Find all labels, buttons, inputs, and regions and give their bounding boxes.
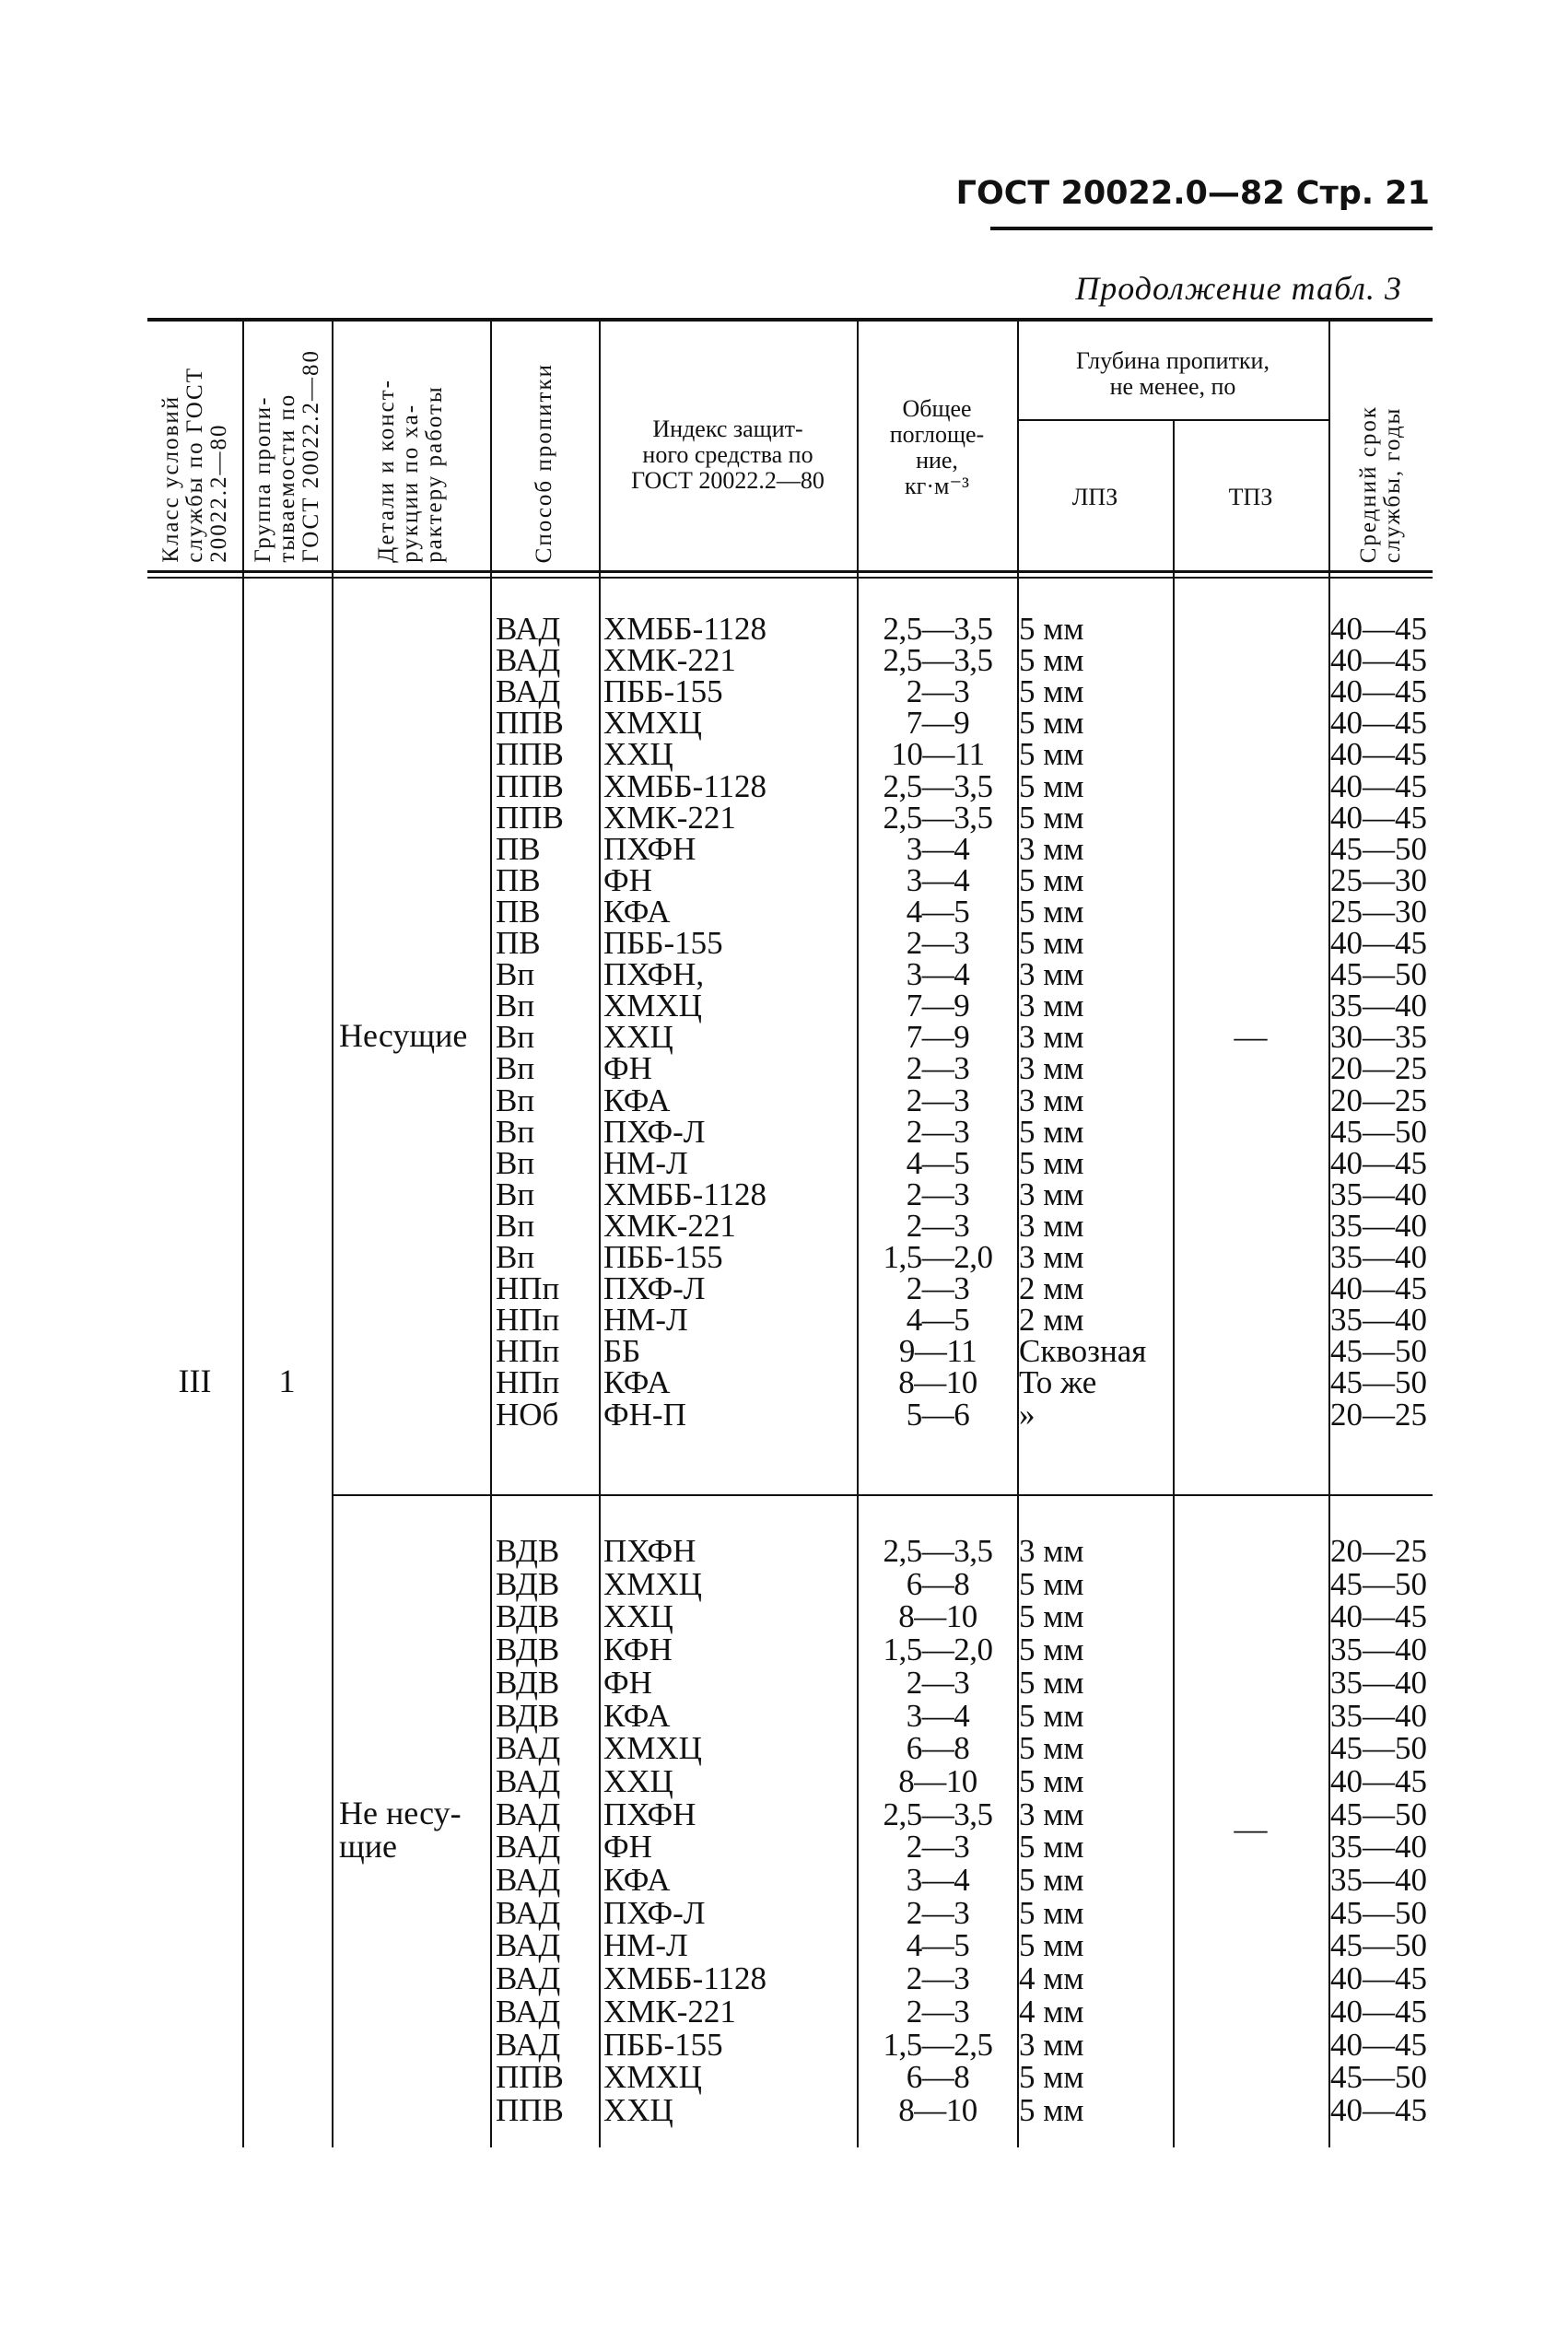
agent-index-cell: ФН bbox=[603, 861, 652, 898]
absorption-cell: 6—8 bbox=[906, 1730, 970, 1767]
service-life-cell: 35—40 bbox=[1330, 1176, 1427, 1212]
service-life-cell: 35—40 bbox=[1330, 1862, 1427, 1898]
agent-index-cell: ПХФН bbox=[603, 830, 696, 867]
depth-lpz-cell: 5 мм bbox=[1019, 1894, 1084, 1931]
service-life-cell: 40—45 bbox=[1330, 2091, 1427, 2128]
absorption-cell: 2—3 bbox=[906, 1664, 970, 1701]
service-life-cell: 45—50 bbox=[1330, 1333, 1427, 1370]
absorption-cell: 3—4 bbox=[906, 830, 970, 867]
agent-index-cell: ФН bbox=[603, 1050, 652, 1087]
absorption-cell: 8—10 bbox=[898, 1364, 977, 1401]
absorption-cell: 3—4 bbox=[906, 861, 970, 898]
group-label-line: Не несу- bbox=[339, 1795, 462, 1831]
absorption-cell: 8—10 bbox=[898, 1598, 977, 1635]
service-life-cell: 40—45 bbox=[1330, 611, 1427, 647]
absorption-cell: 7—9 bbox=[906, 1019, 970, 1056]
depth-lpz-cell: 5 мм bbox=[1019, 861, 1084, 898]
agent-index-cell: ПХФ-Л bbox=[603, 1894, 706, 1931]
service-life-cell: 35—40 bbox=[1330, 988, 1427, 1024]
method-cell: ВАД bbox=[496, 2026, 561, 2063]
absorption-cell: 5—6 bbox=[906, 1396, 970, 1433]
method-cell: ППВ bbox=[496, 705, 564, 742]
running-head: ГОСТ 20022.0—82 Стр. 21 bbox=[955, 175, 1430, 212]
depth-lpz-cell: То же bbox=[1019, 1364, 1097, 1401]
depth-lpz-cell: 4 мм bbox=[1019, 1993, 1084, 2030]
header-line: Глубина пропитки, bbox=[1076, 347, 1270, 374]
agent-index-cell: ББ bbox=[603, 1333, 641, 1370]
service-life-cell: 35—40 bbox=[1330, 1697, 1427, 1734]
method-cell: ВАД bbox=[496, 1829, 561, 1866]
depth-lpz-cell: 3 мм bbox=[1019, 1207, 1084, 1244]
header-line: Детали и конст- bbox=[374, 379, 399, 563]
absorption-cell: 7—9 bbox=[906, 705, 970, 742]
service-life-cell: 40—45 bbox=[1330, 767, 1427, 804]
service-life-cell: 40—45 bbox=[1330, 642, 1427, 679]
agent-index-cell: ПББ-155 bbox=[603, 673, 723, 710]
agent-index-cell: ПХФ-Л bbox=[603, 1113, 706, 1150]
header-bottom-rule-2 bbox=[147, 577, 1433, 579]
service-life-cell: 40—45 bbox=[1330, 736, 1427, 773]
service-life-cell: 40—45 bbox=[1330, 2026, 1427, 2063]
service-life-cell: 35—40 bbox=[1330, 1302, 1427, 1339]
agent-index-cell: ФН-П bbox=[603, 1396, 686, 1433]
depth-lpz-cell: 5 мм bbox=[1019, 705, 1084, 742]
absorption-cell: 2—3 bbox=[906, 1113, 970, 1150]
depth-lpz-cell: 5 мм bbox=[1019, 925, 1084, 961]
absorption-cell: 10—11 bbox=[891, 736, 985, 773]
absorption-cell: 1,5—2,0 bbox=[883, 1239, 993, 1275]
method-cell: ППВ bbox=[496, 2091, 564, 2128]
service-life-cell: 40—45 bbox=[1330, 705, 1427, 742]
header-line: службы, годы bbox=[1379, 406, 1405, 563]
method-cell: Вп bbox=[496, 956, 535, 993]
service-life-cell: 40—45 bbox=[1330, 1270, 1427, 1307]
service-life-cell: 45—50 bbox=[1330, 1927, 1427, 1964]
agent-index-cell: ХМББ-1128 bbox=[603, 1176, 766, 1212]
header-line: Группа пропи- bbox=[250, 395, 275, 563]
absorption-cell: 3—4 bbox=[906, 1862, 970, 1898]
absorption-cell: 2—3 bbox=[906, 1207, 970, 1244]
absorption-cell: 8—10 bbox=[898, 2091, 977, 2128]
depth-lpz-cell: » bbox=[1019, 1396, 1036, 1433]
service-life-cell: 45—50 bbox=[1330, 1796, 1427, 1832]
agent-index-cell: ХМХЦ bbox=[603, 988, 702, 1024]
depth-lpz-cell: 3 мм bbox=[1019, 956, 1084, 993]
absorption-cell: 2,5—3,5 bbox=[883, 642, 993, 679]
agent-index-cell: НМ-Л bbox=[603, 1144, 688, 1181]
absorption-cell: 4—5 bbox=[906, 1927, 970, 1964]
method-cell: ВАД bbox=[496, 673, 561, 710]
method-cell: ВАД bbox=[496, 1762, 561, 1799]
depth-lpz-cell: 5 мм bbox=[1019, 642, 1084, 679]
method-cell: ВАД bbox=[496, 611, 561, 647]
agent-index-cell: КФА bbox=[603, 1862, 671, 1898]
header-line: поглоще- bbox=[889, 421, 985, 448]
method-cell: Вп bbox=[496, 988, 535, 1024]
method-cell: ВДВ bbox=[496, 1632, 560, 1668]
group-label-line: щие bbox=[339, 1828, 397, 1865]
agent-index-cell: ХМХЦ bbox=[603, 2059, 702, 2096]
service-life-cell: 35—40 bbox=[1330, 1664, 1427, 1701]
depth-lpz-cell: 3 мм bbox=[1019, 2026, 1084, 2063]
header-line: тываемости по bbox=[274, 393, 299, 563]
group-label-load-bearing bbox=[339, 1019, 467, 1052]
service-life-cell: 40—45 bbox=[1330, 1993, 1427, 2030]
depth-lpz-cell: 3 мм bbox=[1019, 1176, 1084, 1212]
method-cell: ВАД bbox=[496, 1927, 561, 1964]
method-cell: ПВ bbox=[496, 861, 541, 898]
method-cell: НПп bbox=[496, 1302, 560, 1339]
depth-lpz-cell: 5 мм bbox=[1019, 1664, 1084, 1701]
service-life-cell: 20—25 bbox=[1330, 1082, 1427, 1118]
method-cell: ППВ bbox=[496, 2059, 564, 2096]
header-line: ние, bbox=[916, 447, 958, 474]
service-life-cell: 45—50 bbox=[1330, 2059, 1427, 2096]
agent-index-cell: ХМХЦ bbox=[603, 1730, 702, 1767]
agent-index-cell: ПХФН bbox=[603, 1796, 696, 1832]
depth-lpz-cell: 5 мм bbox=[1019, 1565, 1084, 1602]
absorption-cell: 9—11 bbox=[898, 1333, 977, 1370]
header-line: рукции по ха- bbox=[398, 404, 423, 563]
depth-lpz-cell: 3 мм bbox=[1019, 1796, 1084, 1832]
header-line: 20022.2—80 bbox=[205, 423, 231, 563]
service-life-cell: 45—50 bbox=[1330, 830, 1427, 867]
header-life bbox=[1328, 322, 1433, 572]
depth-lpz-cell: 5 мм bbox=[1019, 1730, 1084, 1767]
header-tpz: ТПЗ bbox=[1228, 484, 1273, 510]
method-cell: НПп bbox=[496, 1364, 560, 1401]
agent-index-cell: ПББ-155 bbox=[603, 925, 723, 961]
service-life-cell: 35—40 bbox=[1330, 1239, 1427, 1275]
method-cell: Вп bbox=[496, 1144, 535, 1181]
header-depth bbox=[1017, 348, 1328, 400]
header-line: Класс условий bbox=[158, 395, 183, 563]
absorption-cell: 2,5—3,5 bbox=[883, 767, 993, 804]
depth-lpz-cell: 5 мм bbox=[1019, 2059, 1084, 2096]
agent-index-cell: ХМК-221 bbox=[603, 799, 736, 836]
depth-lpz-cell: 5 мм bbox=[1019, 673, 1084, 710]
absorption-cell: 2—3 bbox=[906, 1993, 970, 2030]
absorption-cell: 1,5—2,0 bbox=[883, 1632, 993, 1668]
service-class-value: III bbox=[178, 1363, 212, 1399]
absorption-cell: 3—4 bbox=[906, 956, 970, 993]
depth-lpz-cell: Сквозная bbox=[1019, 1333, 1147, 1370]
depth-lpz-cell: 5 мм bbox=[1019, 1829, 1084, 1866]
agent-index-cell: ПХФН bbox=[603, 1533, 696, 1569]
absorption-cell: 2—3 bbox=[906, 1176, 970, 1212]
header-parts bbox=[332, 322, 490, 572]
method-cell: ППВ bbox=[496, 799, 564, 836]
agent-index-cell: НМ-Л bbox=[603, 1927, 688, 1964]
method-cell: НПп bbox=[496, 1270, 560, 1307]
agent-index-cell: ХХЦ bbox=[603, 1762, 673, 1799]
method-cell: ВДВ bbox=[496, 1664, 560, 1701]
depth-lpz-cell: 5 мм bbox=[1019, 2091, 1084, 2128]
depth-lpz-cell: 2 мм bbox=[1019, 1302, 1084, 1339]
service-life-cell: 25—30 bbox=[1330, 861, 1427, 898]
depth-lpz-cell: 5 мм bbox=[1019, 1144, 1084, 1181]
header-line: Общее bbox=[902, 395, 972, 422]
service-life-cell: 25—30 bbox=[1330, 893, 1427, 930]
header-method bbox=[490, 322, 599, 572]
method-cell: ВАД bbox=[496, 1960, 561, 1997]
agent-index-cell: КФА bbox=[603, 1697, 671, 1734]
service-life-cell: 40—45 bbox=[1330, 1762, 1427, 1799]
absorption-cell: 2,5—3,5 bbox=[883, 1533, 993, 1569]
method-cell: НОб bbox=[496, 1396, 559, 1433]
method-cell: ПВ bbox=[496, 925, 541, 961]
depth-lpz-cell: 5 мм bbox=[1019, 1697, 1084, 1734]
service-life-cell: 40—45 bbox=[1330, 1598, 1427, 1635]
depth-lpz-cell: 3 мм bbox=[1019, 1019, 1084, 1056]
depth-lpz-cell: 3 мм bbox=[1019, 988, 1084, 1024]
method-cell: ВДВ bbox=[496, 1598, 560, 1635]
service-life-cell: 30—35 bbox=[1330, 1019, 1427, 1056]
method-cell: Вп bbox=[496, 1082, 535, 1118]
absorption-cell: 6—8 bbox=[906, 1565, 970, 1602]
agent-index-cell: ПХФН, bbox=[603, 956, 705, 993]
method-cell: Вп bbox=[496, 1019, 535, 1056]
agent-index-cell: ПББ-155 bbox=[603, 2026, 723, 2063]
service-life-cell: 45—50 bbox=[1330, 1730, 1427, 1767]
agent-index-cell: ПХФ-Л bbox=[603, 1270, 706, 1307]
absorption-cell: 2,5—3,5 bbox=[883, 611, 993, 647]
agent-index-cell: ФН bbox=[603, 1664, 652, 1701]
running-head-rule bbox=[990, 227, 1433, 230]
continuation-caption: Продолжение табл. 3 bbox=[1075, 270, 1402, 307]
service-life-cell: 40—45 bbox=[1330, 1960, 1427, 1997]
method-cell: ВДВ bbox=[496, 1533, 560, 1569]
header-line: рактеру работы bbox=[422, 385, 447, 563]
header-lpz: ЛПЗ bbox=[1071, 484, 1118, 510]
col-divider bbox=[490, 322, 492, 2147]
header-line: кг·м⁻³ bbox=[905, 473, 969, 499]
depth-lpz-cell: 5 мм bbox=[1019, 1598, 1084, 1635]
absorption-cell: 7—9 bbox=[906, 988, 970, 1024]
header-line: ГОСТ 20022.2—80 bbox=[631, 467, 825, 494]
method-cell: Вп bbox=[496, 1239, 535, 1275]
absorption-cell: 2—3 bbox=[906, 1270, 970, 1307]
col-divider bbox=[242, 322, 244, 2147]
depth-lpz-cell: 5 мм bbox=[1019, 1862, 1084, 1898]
method-cell: ВДВ bbox=[496, 1697, 560, 1734]
header-line: Индекс защит- bbox=[652, 415, 803, 442]
depth-lpz-cell: 3 мм bbox=[1019, 1533, 1084, 1569]
absorption-cell: 2,5—3,5 bbox=[883, 799, 993, 836]
header-class bbox=[147, 322, 242, 572]
absorption-cell: 2,5—3,5 bbox=[883, 1796, 993, 1832]
method-cell: Вп bbox=[496, 1176, 535, 1212]
absorption-cell: 2—3 bbox=[906, 673, 970, 710]
absorption-cell: 2—3 bbox=[906, 925, 970, 961]
service-life-cell: 45—50 bbox=[1330, 1894, 1427, 1931]
method-cell: Вп bbox=[496, 1207, 535, 1244]
service-life-cell: 40—45 bbox=[1330, 799, 1427, 836]
agent-index-cell: ПББ-155 bbox=[603, 1239, 723, 1275]
method-cell: ВАД bbox=[496, 642, 561, 679]
depth-lpz-cell: 5 мм bbox=[1019, 736, 1084, 773]
header-line: Средний срок bbox=[1355, 404, 1381, 563]
header-line: службы по ГОСТ bbox=[181, 367, 207, 563]
service-life-cell: 40—45 bbox=[1330, 673, 1427, 710]
header-line: Способ пропитки bbox=[532, 362, 556, 563]
agent-index-cell: ФН bbox=[603, 1829, 652, 1866]
header-index bbox=[599, 416, 857, 494]
service-life-cell: 45—50 bbox=[1330, 1565, 1427, 1602]
service-life-cell: 45—50 bbox=[1330, 1113, 1427, 1150]
absorption-cell: 8—10 bbox=[898, 1762, 977, 1799]
group-separator-rule bbox=[333, 1494, 1433, 1496]
service-life-cell: 45—50 bbox=[1330, 956, 1427, 993]
agent-index-cell: НМ-Л bbox=[603, 1302, 688, 1339]
agent-index-cell: ХМББ-1128 bbox=[603, 767, 766, 804]
depth-lpz-cell: 5 мм bbox=[1019, 1927, 1084, 1964]
agent-index-cell: ХМББ-1128 bbox=[603, 1960, 766, 1997]
method-cell: ППВ bbox=[496, 736, 564, 773]
header-line: не менее, по bbox=[1109, 373, 1236, 400]
header-group bbox=[242, 322, 332, 572]
agent-index-cell: ХХЦ bbox=[603, 1598, 673, 1635]
depth-lpz-cell: 3 мм bbox=[1019, 830, 1084, 867]
depth-lpz-cell: 3 мм bbox=[1019, 1082, 1084, 1118]
header-line: ного средства по bbox=[642, 441, 813, 468]
method-cell: Вп bbox=[496, 1050, 535, 1087]
service-life-cell: 35—40 bbox=[1330, 1829, 1427, 1866]
agent-index-cell: КФА bbox=[603, 1364, 671, 1401]
agent-index-cell: ХХЦ bbox=[603, 2091, 673, 2128]
depth-lpz-cell: 5 мм bbox=[1019, 1632, 1084, 1668]
tpz-value: — bbox=[1234, 1018, 1268, 1055]
method-cell: ВАД bbox=[496, 1993, 561, 2030]
depth-lpz-cell: 4 мм bbox=[1019, 1960, 1084, 1997]
depth-lpz-cell: 5 мм bbox=[1019, 611, 1084, 647]
absorption-cell: 2—3 bbox=[906, 1829, 970, 1866]
absorption-cell: 4—5 bbox=[906, 893, 970, 930]
absorption-cell: 4—5 bbox=[906, 1144, 970, 1181]
agent-index-cell: КФА bbox=[603, 893, 671, 930]
agent-index-cell: ХХЦ bbox=[603, 1019, 673, 1056]
depth-lpz-cell: 5 мм bbox=[1019, 767, 1084, 804]
service-life-cell: 20—25 bbox=[1330, 1396, 1427, 1433]
agent-index-cell: КФН bbox=[603, 1632, 673, 1668]
depth-lpz-cell: 5 мм bbox=[1019, 893, 1084, 930]
service-life-cell: 20—25 bbox=[1330, 1533, 1427, 1569]
group-label-line: Несущие bbox=[339, 1017, 468, 1054]
agent-index-cell: ХМББ-1128 bbox=[603, 611, 766, 647]
agent-index-cell: ХМК-221 bbox=[603, 1207, 736, 1244]
absorption-cell: 6—8 bbox=[906, 2059, 970, 2096]
tpz-value: — bbox=[1234, 1810, 1268, 1847]
col-divider bbox=[332, 322, 333, 2147]
absorption-cell: 4—5 bbox=[906, 1302, 970, 1339]
impregnation-group-value: 1 bbox=[278, 1363, 296, 1399]
absorption-cell: 2—3 bbox=[906, 1960, 970, 1997]
agent-index-cell: ХХЦ bbox=[603, 736, 673, 773]
service-life-cell: 45—50 bbox=[1330, 1364, 1427, 1401]
col-divider bbox=[599, 322, 601, 2147]
method-cell: ВАД bbox=[496, 1862, 561, 1898]
depth-lpz-cell: 5 мм bbox=[1019, 1113, 1084, 1150]
service-life-cell: 35—40 bbox=[1330, 1207, 1427, 1244]
method-cell: ВАД bbox=[496, 1796, 561, 1832]
agent-index-cell: ХМК-221 bbox=[603, 1993, 736, 2030]
absorption-cell: 2—3 bbox=[906, 1082, 970, 1118]
depth-lpz-cell: 2 мм bbox=[1019, 1270, 1084, 1307]
method-cell: ВАД bbox=[496, 1730, 561, 1767]
service-life-cell: 35—40 bbox=[1330, 1632, 1427, 1668]
service-life-cell: 40—45 bbox=[1330, 925, 1427, 961]
absorption-cell: 2—3 bbox=[906, 1050, 970, 1087]
method-cell: НПп bbox=[496, 1333, 560, 1370]
service-life-cell: 40—45 bbox=[1330, 1144, 1427, 1181]
method-cell: ППВ bbox=[496, 767, 564, 804]
method-cell: ВДВ bbox=[496, 1565, 560, 1602]
agent-index-cell: ХМХЦ bbox=[603, 705, 702, 742]
method-cell: ВАД bbox=[496, 1894, 561, 1931]
service-life-cell: 20—25 bbox=[1330, 1050, 1427, 1087]
depth-lpz-cell: 5 мм bbox=[1019, 799, 1084, 836]
agent-index-cell: ХМХЦ bbox=[603, 1565, 702, 1602]
method-cell: ПВ bbox=[496, 830, 541, 867]
agent-index-cell: КФА bbox=[603, 1082, 671, 1118]
group-label-non-load-bearing bbox=[339, 1796, 462, 1863]
absorption-cell: 3—4 bbox=[906, 1697, 970, 1734]
agent-index-cell: ХМК-221 bbox=[603, 642, 736, 679]
col-divider bbox=[1173, 421, 1175, 2147]
header-line: ГОСТ 20022.2—80 bbox=[298, 349, 323, 563]
method-cell: ПВ bbox=[496, 893, 541, 930]
method-cell: Вп bbox=[496, 1113, 535, 1150]
depth-lpz-cell: 5 мм bbox=[1019, 1762, 1084, 1799]
absorption-cell: 2—3 bbox=[906, 1894, 970, 1931]
depth-lpz-cell: 3 мм bbox=[1019, 1239, 1084, 1275]
depth-lpz-cell: 3 мм bbox=[1019, 1050, 1084, 1087]
header-absorption bbox=[857, 396, 1017, 499]
absorption-cell: 1,5—2,5 bbox=[883, 2026, 993, 2063]
